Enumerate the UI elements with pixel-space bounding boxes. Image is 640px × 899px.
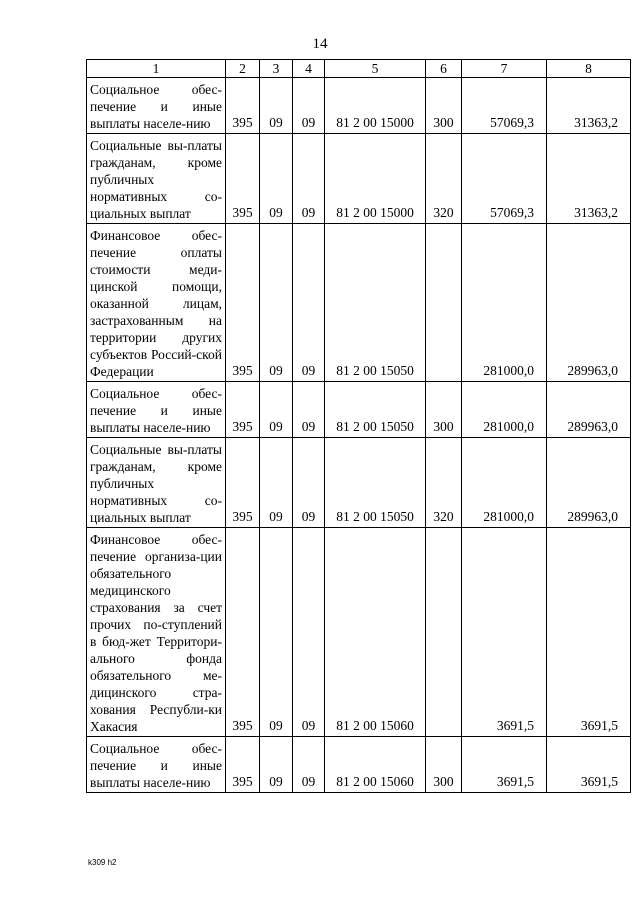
code-cell: 395	[226, 438, 260, 528]
amount-cell-8: 3691,5	[547, 737, 631, 793]
amount-cell-7: 281000,0	[462, 438, 547, 528]
amount-cell-8: 289963,0	[547, 438, 631, 528]
footer-code: k309 h2	[88, 858, 117, 867]
amount-cell-7: 281000,0	[462, 224, 547, 382]
target-article-cell: 81 2 00 15050	[325, 224, 426, 382]
code-cell: 395	[226, 382, 260, 438]
amount-cell-7: 57069,3	[462, 78, 547, 134]
code-cell: 395	[226, 224, 260, 382]
expense-type-cell: 320	[426, 438, 462, 528]
amount-cell-8: 289963,0	[547, 382, 631, 438]
target-article-cell: 81 2 00 15060	[325, 528, 426, 737]
expense-type-cell: 320	[426, 134, 462, 224]
table-row	[87, 438, 631, 528]
section-cell: 09	[260, 737, 293, 793]
target-article-cell: 81 2 00 15060	[325, 737, 426, 793]
subsection-cell: 09	[293, 134, 325, 224]
amount-cell-8: 289963,0	[547, 224, 631, 382]
table-row	[87, 224, 631, 382]
column-header: 5	[325, 60, 426, 78]
section-cell: 09	[260, 134, 293, 224]
row-name-cell: Социальные вы-платы гражданам, кроме публичных нормативных со-циальных выплат	[87, 134, 226, 224]
expense-type-cell: 300	[426, 78, 462, 134]
table-row	[87, 528, 631, 737]
section-cell: 09	[260, 78, 293, 134]
amount-cell-7: 3691,5	[462, 737, 547, 793]
row-name-cell: Социальное обес-печение и иные выплаты населе-нию	[87, 78, 226, 134]
budget-table	[86, 59, 631, 793]
amount-cell-7: 281000,0	[462, 382, 547, 438]
table-row	[87, 134, 631, 224]
amount-cell-8: 31363,2	[547, 134, 631, 224]
table-row	[87, 737, 631, 793]
column-header: 2	[226, 60, 260, 78]
code-cell: 395	[226, 528, 260, 737]
target-article-cell: 81 2 00 15000	[325, 134, 426, 224]
row-name-cell: Социальное обес-печение и иные выплаты населе-нию	[87, 382, 226, 438]
column-header: 3	[260, 60, 293, 78]
column-header: 4	[293, 60, 325, 78]
row-name-cell: Финансовое обес-печение организа-ции обязательного медицинского страхования за счет прочих по-ступлений в бюд-жет Территори-ального фонда обязательного ме-дицинского стра-хования Республи-ки Хакасия	[87, 528, 226, 737]
subsection-cell: 09	[293, 78, 325, 134]
subsection-cell: 09	[293, 224, 325, 382]
amount-cell-8: 3691,5	[547, 528, 631, 737]
code-cell: 395	[226, 78, 260, 134]
row-name-cell: Финансовое обес-печение оплаты стоимости меди-цинской помощи, оказанной лицам, застрахованным на территории других субъектов Россий-ской Федерации	[87, 224, 226, 382]
row-name-cell: Социальное обес-печение и иные выплаты населе-нию	[87, 737, 226, 793]
table-row	[87, 78, 631, 134]
column-header: 7	[462, 60, 547, 78]
expense-type-cell	[426, 528, 462, 737]
section-cell: 09	[260, 438, 293, 528]
table-row	[87, 382, 631, 438]
expense-type-cell	[426, 224, 462, 382]
code-cell: 395	[226, 134, 260, 224]
subsection-cell: 09	[293, 737, 325, 793]
row-name-cell: Социальные вы-платы гражданам, кроме публичных нормативных со-циальных выплат	[87, 438, 226, 528]
code-cell: 395	[226, 737, 260, 793]
amount-cell-8: 31363,2	[547, 78, 631, 134]
expense-type-cell: 300	[426, 382, 462, 438]
expense-type-cell: 300	[426, 737, 462, 793]
table-header-row	[87, 60, 631, 78]
target-article-cell: 81 2 00 15050	[325, 438, 426, 528]
subsection-cell: 09	[293, 382, 325, 438]
target-article-cell: 81 2 00 15050	[325, 382, 426, 438]
page-number: 14	[312, 36, 328, 52]
subsection-cell: 09	[293, 528, 325, 737]
amount-cell-7: 3691,5	[462, 528, 547, 737]
target-article-cell: 81 2 00 15000	[325, 78, 426, 134]
subsection-cell: 09	[293, 438, 325, 528]
section-cell: 09	[260, 528, 293, 737]
column-header: 6	[426, 60, 462, 78]
section-cell: 09	[260, 382, 293, 438]
section-cell: 09	[260, 224, 293, 382]
amount-cell-7: 57069,3	[462, 134, 547, 224]
column-header: 8	[547, 60, 631, 78]
column-header: 1	[87, 60, 226, 78]
